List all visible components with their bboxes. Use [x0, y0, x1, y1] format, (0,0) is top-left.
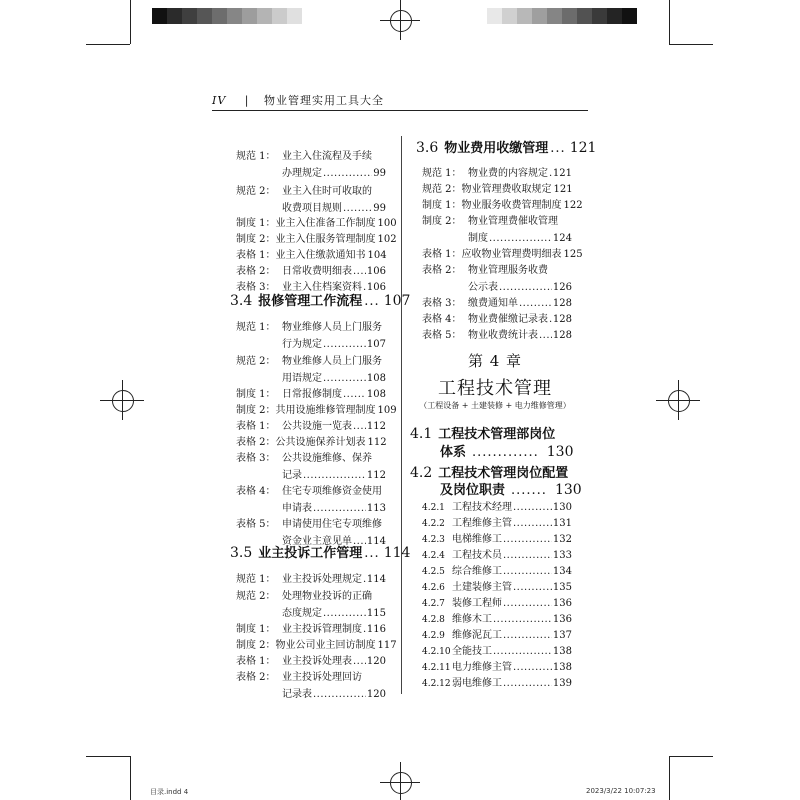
- section-dots: ...: [364, 294, 380, 309]
- entry-label: 制度 1：: [236, 624, 276, 635]
- footer-timestamp: 2023/3/22 10:07:23: [586, 787, 656, 795]
- entry-page: 112: [366, 421, 386, 432]
- footer-file-name: 目录.indd 4: [150, 788, 189, 796]
- toc-subsection-entry[interactable]: [422, 498, 572, 512]
- entry-page: 109: [377, 405, 397, 416]
- entry-label: 规范 2：: [236, 356, 276, 367]
- entry-title: 维修木工: [452, 614, 492, 625]
- entry-title: 电梯维修工: [452, 534, 502, 545]
- entry-label: 制度 2：: [236, 405, 276, 416]
- entry-label: 4.2.8: [422, 615, 445, 625]
- entry-title: 物业维修人员上门服务: [282, 356, 382, 367]
- chapter-subtitle: （工程设备 + 土建装修 + 电力维修管理）: [419, 401, 571, 410]
- entry-label: 规范 1：: [236, 574, 276, 585]
- leader-dots: [539, 330, 552, 341]
- section-page: 130: [546, 444, 574, 460]
- entry-label: 制度 1：: [236, 389, 276, 400]
- chapter-number: 第 4 章: [467, 352, 523, 370]
- leader-dots: [503, 534, 552, 545]
- entry-label: 制度 2：: [236, 234, 276, 245]
- section-title: 工程技术管理岗位配置: [438, 466, 569, 481]
- entry-page: 100: [377, 218, 397, 229]
- entry-page: 128: [552, 298, 572, 309]
- entry-page: 120: [366, 689, 386, 700]
- entry-title: 业主投诉处理表: [282, 656, 352, 667]
- leader-dots: [323, 339, 366, 350]
- entry-title: 公示表: [468, 282, 498, 293]
- leader-dots: [493, 614, 552, 625]
- toc-entry[interactable]: [282, 335, 386, 349]
- section-title: 业主投诉工作管理: [258, 546, 363, 561]
- entry-label: 表格 2：: [422, 265, 462, 276]
- entry-title: 制度: [468, 233, 488, 244]
- toc-entry[interactable]: [236, 652, 386, 666]
- entry-page: 120: [366, 656, 386, 667]
- section-number: 4.2: [410, 465, 433, 481]
- leader-dots: [513, 662, 552, 673]
- entry-page: 138: [552, 646, 572, 657]
- toc-entry[interactable]: [468, 229, 572, 243]
- section-number: 3.5: [230, 545, 253, 561]
- toc-entry[interactable]: [282, 369, 386, 383]
- toc-entry[interactable]: [422, 196, 583, 211]
- leader-dots: [503, 630, 552, 641]
- entry-title: 业主投诉处理回访: [282, 672, 362, 683]
- entry-label: 4.2.11: [422, 663, 451, 673]
- toc-section-4-2-line2[interactable]: [440, 479, 582, 498]
- section-number: 3.4: [230, 293, 253, 309]
- entry-title: 共用设施维修管理制度: [275, 405, 376, 416]
- entry-page: 136: [552, 614, 572, 625]
- entry-page: 99: [373, 203, 386, 214]
- entry-title: 行为规定: [282, 339, 322, 350]
- entry-page: 108: [366, 373, 386, 384]
- toc-entry[interactable]: [282, 199, 386, 213]
- entry-page: 132: [552, 534, 572, 545]
- entry-label: 规范 2：: [236, 591, 276, 602]
- leader-dots: [313, 689, 366, 700]
- entry-page: 131: [552, 518, 572, 529]
- entry-title: 物业服务收费管理制度: [461, 200, 562, 211]
- entry-title: 物业管理服务收费: [468, 265, 548, 276]
- toc-entry[interactable]: [236, 515, 386, 529]
- entry-title: 物业维修人员上门服务: [282, 322, 382, 333]
- leader-dots: [353, 266, 366, 277]
- entry-label: 规范 1：: [236, 151, 276, 162]
- entry-label: 规范 1：: [422, 168, 462, 179]
- toc-entry[interactable]: [282, 499, 386, 513]
- entry-page: 117: [377, 640, 397, 651]
- entry-page: 115: [366, 608, 386, 619]
- entry-page: 126: [552, 282, 572, 293]
- entry-title: 日常报修制度: [282, 389, 342, 400]
- toc-subsection-entry[interactable]: [422, 674, 572, 688]
- section-dots: ...: [550, 141, 566, 156]
- toc-entry[interactable]: [236, 417, 386, 431]
- toc-entry[interactable]: [236, 318, 386, 332]
- toc-entry[interactable]: [236, 262, 386, 276]
- entry-title: 申请使用住宅专项维修: [282, 519, 382, 530]
- entry-page: 130: [552, 502, 572, 513]
- header-separator: |: [244, 94, 250, 107]
- entry-label: 4.2.12: [422, 679, 451, 689]
- toc-entry[interactable]: [236, 147, 386, 161]
- section-page: 130: [554, 482, 582, 498]
- entry-page: 112: [367, 437, 387, 448]
- toc-section[interactable]: [230, 290, 411, 309]
- leader-dots: [363, 624, 366, 635]
- entry-label: 4.2.5: [422, 567, 445, 577]
- toc-entry[interactable]: [236, 401, 397, 416]
- entry-label: 4.2.1: [422, 503, 445, 513]
- section-page: 114: [383, 545, 411, 561]
- entry-title: 记录表: [282, 689, 312, 700]
- toc-subsection-entry[interactable]: [422, 594, 572, 608]
- entry-page: 122: [563, 200, 583, 211]
- toc-subsection-entry[interactable]: [422, 658, 572, 672]
- entry-label: 表格 1：: [422, 249, 462, 260]
- leader-dots: [353, 421, 366, 432]
- entry-page: 136: [552, 598, 572, 609]
- entry-title: 业主入住缴款通知书: [275, 250, 366, 261]
- entry-title: 物业收费统计表: [468, 330, 538, 341]
- entry-title: 业主入住流程及手续: [282, 151, 372, 162]
- section-title: 物业费用收缴管理: [444, 141, 549, 156]
- toc-entry[interactable]: [422, 326, 572, 340]
- entry-label: 表格 5：: [422, 330, 462, 341]
- entry-title: 维修泥瓦工: [452, 630, 502, 641]
- entry-label: 4.2.9: [422, 631, 445, 641]
- entry-label: 表格 1：: [236, 656, 276, 667]
- leader-dots: [549, 314, 552, 325]
- entry-title: 全能技工: [452, 646, 492, 657]
- entry-title: 处理物业投诉的正确: [282, 591, 372, 602]
- entry-title: 业主投诉处理规定: [282, 574, 362, 585]
- entry-page: 106: [366, 266, 386, 277]
- entry-title: 业主入住服务管理制度: [275, 234, 376, 245]
- column-divider: [401, 136, 402, 694]
- section-title: 报修管理工作流程: [258, 294, 363, 309]
- entry-label: 4.2.3: [422, 535, 445, 545]
- toc-subsection-entry[interactable]: [422, 642, 572, 656]
- entry-page: 107: [366, 339, 386, 350]
- entry-label: 表格 3：: [236, 282, 276, 293]
- toc-subsection-entry[interactable]: [422, 530, 572, 544]
- entry-title: 工程维修主管: [452, 518, 512, 529]
- entry-label: 4.2.2: [422, 519, 445, 529]
- entry-title: 缴费通知单: [468, 298, 518, 309]
- toc-section-4-1[interactable]: [410, 423, 555, 442]
- entry-page: 106: [366, 282, 386, 293]
- leader-dots: [343, 203, 372, 214]
- leader-dots: [323, 168, 372, 179]
- entry-title: 工程技术经理: [452, 502, 512, 513]
- entry-title: 业主入住准备工作制度: [275, 218, 376, 229]
- entry-label: 表格 1：: [236, 250, 276, 261]
- entry-label: 表格 2：: [236, 266, 276, 277]
- toc-entry[interactable]: [422, 245, 583, 260]
- entry-page: 133: [552, 550, 572, 561]
- header-rule: [212, 110, 588, 111]
- entry-title: 住宅专项维修资金使用: [282, 486, 382, 497]
- entry-title: 日常收费明细表: [282, 266, 352, 277]
- toc-entry[interactable]: [282, 164, 386, 178]
- leader-dots: [513, 502, 552, 513]
- toc-section-4-1-line2[interactable]: [440, 441, 573, 460]
- entry-page: 104: [367, 250, 387, 261]
- leader-dots: [503, 678, 552, 689]
- entry-title: 物业费催缴记录表: [468, 314, 548, 325]
- toc-entry[interactable]: [282, 604, 386, 618]
- toc-entry[interactable]: [422, 164, 572, 178]
- entry-label: 表格 5：: [236, 519, 276, 530]
- entry-title: 业主入住档案资料: [282, 282, 362, 293]
- entry-title: 业主投诉管理制度: [282, 624, 362, 635]
- entry-page: 116: [366, 624, 386, 635]
- entry-title: 公共设施维修、保养: [282, 453, 372, 464]
- leader-dots: [499, 282, 552, 293]
- entry-page: 113: [366, 503, 386, 514]
- toc-entry[interactable]: [236, 636, 397, 651]
- section-dots: .......: [511, 483, 547, 498]
- entry-page: 114: [366, 536, 386, 547]
- entry-page: 112: [366, 470, 386, 481]
- toc-section[interactable]: [230, 542, 411, 561]
- leader-dots: [519, 298, 552, 309]
- leader-dots: [513, 518, 552, 529]
- toc-entry[interactable]: [282, 466, 386, 480]
- toc-entry[interactable]: [236, 449, 386, 463]
- toc-entry[interactable]: [468, 278, 572, 292]
- leader-dots: [503, 550, 552, 561]
- entry-label: 规范 2：: [422, 184, 462, 195]
- entry-label: 制度 1：: [422, 200, 462, 211]
- entry-label: 4.2.10: [422, 647, 451, 657]
- entry-page: 121: [552, 168, 572, 179]
- entry-title: 弱电维修工: [452, 678, 502, 689]
- entry-label: 表格 4：: [422, 314, 462, 325]
- entry-title: 综合维修工: [452, 566, 502, 577]
- entry-title: 物业费的内容规定: [468, 168, 548, 179]
- entry-title: 申请表: [282, 503, 312, 514]
- entry-title: 物业公司业主回访制度: [275, 640, 376, 651]
- page-roman-numeral: IV: [212, 94, 227, 107]
- entry-title: 业主入住时可收取的: [282, 186, 372, 197]
- entry-label: 表格 3：: [422, 298, 462, 309]
- left-color-bar: [152, 8, 302, 24]
- entry-title: 物业管理费催收管理: [468, 216, 558, 227]
- entry-label: 表格 3：: [236, 453, 276, 464]
- toc-subsection-entry[interactable]: [422, 626, 572, 640]
- toc-entry[interactable]: [236, 433, 386, 447]
- entry-label: 表格 2：: [236, 672, 276, 683]
- entry-label: 表格 2：: [236, 437, 276, 448]
- right-color-bar: [487, 8, 637, 24]
- toc-subsection-entry[interactable]: [422, 562, 572, 576]
- toc-entry[interactable]: [236, 352, 386, 366]
- entry-label: 4.2.6: [422, 583, 445, 593]
- toc-subsection-entry[interactable]: [422, 514, 572, 528]
- toc-entry[interactable]: [236, 246, 386, 260]
- entry-title: 物业管理费收取规定: [461, 184, 552, 195]
- toc-entry[interactable]: [236, 214, 397, 229]
- toc-entry[interactable]: [282, 685, 386, 699]
- entry-page: 139: [552, 678, 572, 689]
- entry-title: 办理规定: [282, 168, 322, 179]
- entry-title: 电力维修主管: [452, 662, 512, 673]
- entry-page: 128: [552, 330, 572, 341]
- entry-title: 资金业主意见单: [282, 536, 352, 547]
- toc-entry[interactable]: [236, 587, 386, 601]
- leader-dots: [513, 582, 552, 593]
- entry-page: 124: [552, 233, 572, 244]
- leader-dots: [549, 168, 552, 179]
- entry-label: 制度 2：: [422, 216, 462, 227]
- entry-page: 134: [552, 566, 572, 577]
- entry-label: 表格 4：: [236, 486, 276, 497]
- leader-dots: [313, 503, 366, 514]
- entry-label: 4.2.4: [422, 551, 445, 561]
- running-header: [212, 92, 384, 108]
- entry-title: 公共设施一览表: [282, 421, 352, 432]
- toc-entry[interactable]: [236, 182, 386, 196]
- chapter-title: 工程技术管理: [438, 378, 552, 399]
- entry-title: 土建装修主管: [452, 582, 512, 593]
- entry-page: 128: [552, 314, 572, 325]
- leader-dots: [303, 470, 366, 481]
- section-number: 3.6: [416, 140, 439, 156]
- entry-page: 108: [366, 389, 386, 400]
- section-number: 4.1: [410, 426, 433, 442]
- leader-dots: [343, 389, 366, 400]
- entry-label: 表格 1：: [236, 421, 276, 432]
- leader-dots: [353, 656, 366, 667]
- entry-page: 125: [563, 249, 583, 260]
- section-title-cont: 及岗位职责: [440, 483, 506, 498]
- section-title-cont: 体系: [440, 445, 467, 460]
- entry-page: 135: [552, 582, 572, 593]
- entry-title: 收费项目规则: [282, 203, 342, 214]
- leader-dots: [489, 233, 552, 244]
- toc-entry[interactable]: [236, 230, 397, 245]
- book-title: 物业管理实用工具大全: [264, 94, 385, 107]
- entry-label: 4.2.7: [422, 599, 445, 609]
- toc-entry[interactable]: [236, 570, 386, 584]
- entry-label: 规范 1：: [236, 322, 276, 333]
- entry-label: 规范 2：: [236, 186, 276, 197]
- leader-dots: [323, 373, 366, 384]
- entry-title: 工程技术员: [452, 550, 502, 561]
- section-page: 107: [383, 293, 411, 309]
- leader-dots: [503, 598, 552, 609]
- leader-dots: [363, 574, 366, 585]
- entry-page: 114: [366, 574, 386, 585]
- entry-page: 138: [552, 662, 572, 673]
- toc-entry[interactable]: [422, 294, 572, 308]
- entry-title: 装修工程师: [452, 598, 502, 609]
- entry-title: 公共设施保养计划表: [275, 437, 366, 448]
- entry-title: 用语规定: [282, 373, 322, 384]
- section-dots: .............: [472, 445, 539, 460]
- toc-section[interactable]: [416, 137, 597, 156]
- entry-page: 121: [553, 184, 573, 195]
- leader-dots: [323, 608, 366, 619]
- section-title: 工程技术管理部岗位: [438, 427, 556, 442]
- toc-entry[interactable]: [422, 261, 572, 275]
- toc-entry[interactable]: [236, 620, 386, 634]
- toc-entry[interactable]: [236, 385, 386, 399]
- toc-entry[interactable]: [236, 482, 386, 496]
- toc-entry[interactable]: [422, 180, 572, 194]
- entry-page: 137: [552, 630, 572, 641]
- entry-title: 记录: [282, 470, 302, 481]
- section-page: 121: [569, 140, 597, 156]
- entry-label: 制度 1：: [236, 218, 276, 229]
- entry-title: 态度规定: [282, 608, 322, 619]
- entry-page: 99: [373, 168, 386, 179]
- leader-dots: [493, 646, 552, 657]
- toc-subsection-entry[interactable]: [422, 578, 572, 592]
- toc-entry[interactable]: [236, 668, 386, 682]
- section-dots: ...: [364, 546, 380, 561]
- toc-subsection-entry[interactable]: [422, 610, 572, 624]
- toc-entry[interactable]: [422, 212, 572, 226]
- toc-entry[interactable]: [422, 310, 572, 324]
- toc-subsection-entry[interactable]: [422, 546, 572, 560]
- entry-title: 应收物业管理费明细表: [461, 249, 562, 260]
- entry-page: 102: [377, 234, 397, 245]
- entry-label: 制度 2：: [236, 640, 276, 651]
- leader-dots: [503, 566, 552, 577]
